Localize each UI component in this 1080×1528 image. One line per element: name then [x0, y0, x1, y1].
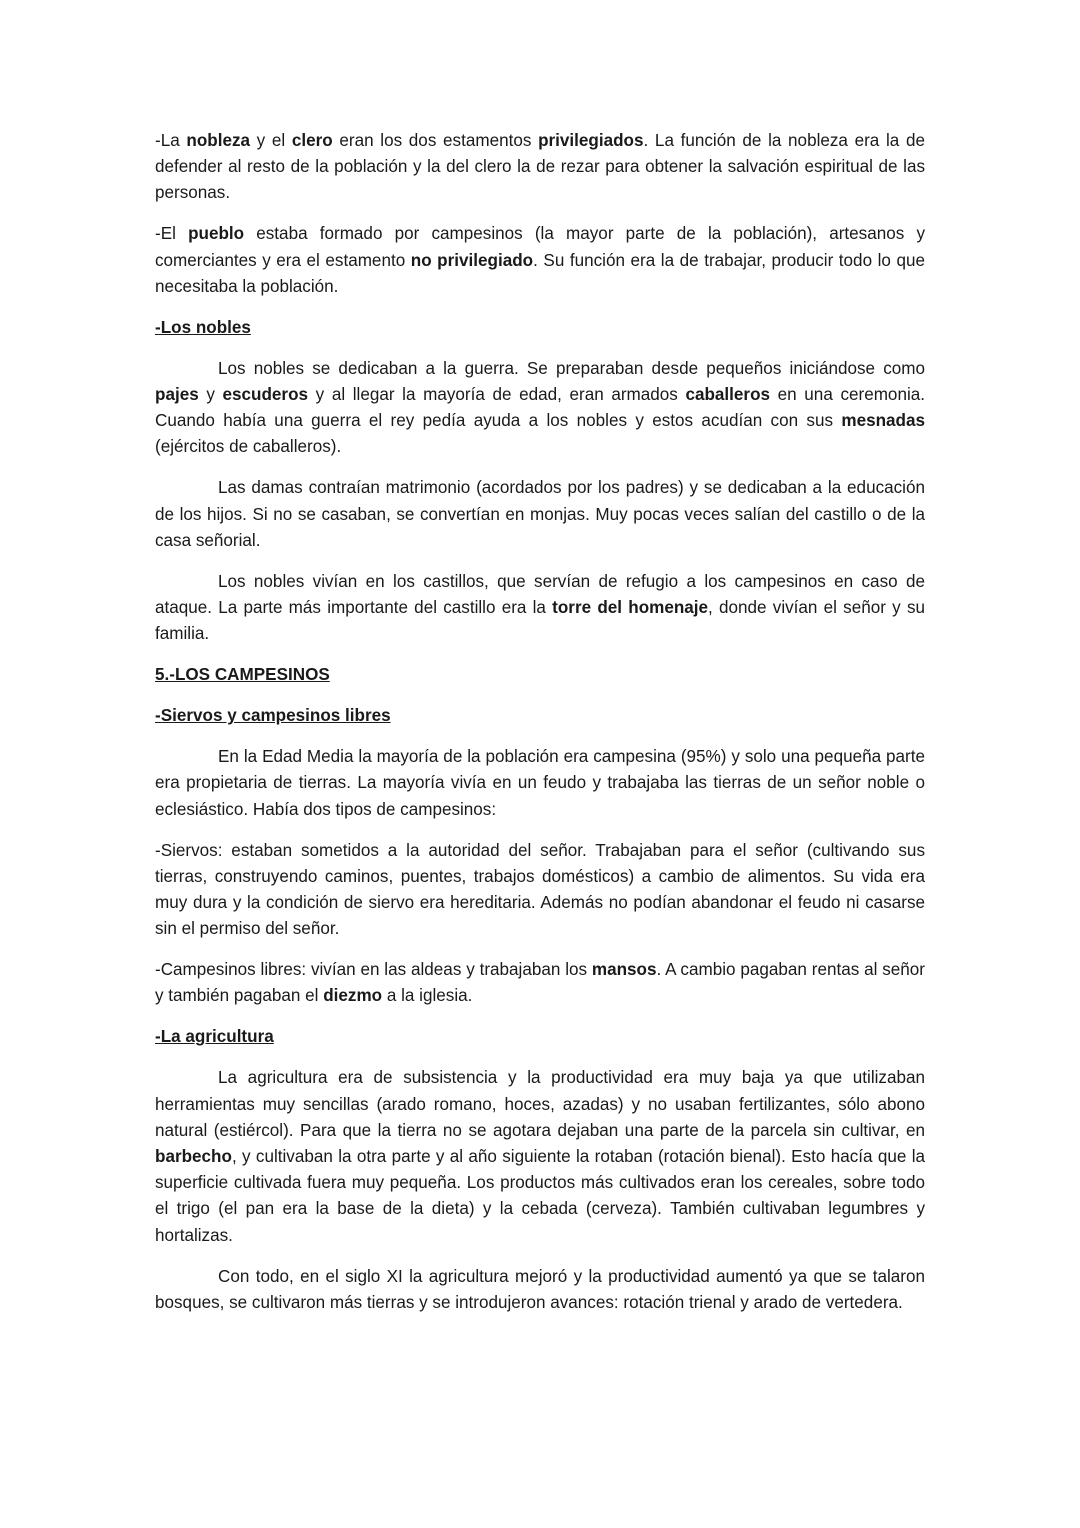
paragraph-damas: [155, 475, 925, 554]
text-run: -Los nobles: [155, 317, 251, 337]
text-run: y: [198, 385, 223, 405]
paragraph-pueblo: [155, 221, 925, 300]
text-run: -Siervos: estaban sometidos a la autoridad del señor. Trabajaban para el señor (cultivando sus tierras, construyendo caminos, puentes, trabajos domésticos) a cambio de alimentos. Su vida era muy dura y la condición de siervo era hereditaria. Además no podían abandonar el feudo ni casarse sin el permiso del señor.: [155, 840, 925, 939]
paragraph-nobles-guerra: [155, 356, 925, 461]
text-run: , y cultivaban la otra parte y al año siguiente la rotaban (rotación bienal). Esto hacía que la superficie cultivada fuera muy pequeña. Los productos más cultivados eran los cereales, sobre todo el trigo (el pan era la base de la dieta) y la cebada (cerveza). También cultivaban legumbres y hortalizas.: [155, 1147, 925, 1245]
text-run: y el: [250, 131, 292, 150]
text-run: -La agricultura: [155, 1027, 274, 1047]
section-heading-los-campesinos: [155, 662, 925, 688]
text-run: Los nobles vivían en los castillos, que servían de refugio a los campesinos en caso de ataque. La parte más importante del castillo era la: [155, 571, 925, 618]
text-run: En la Edad Media la mayoría de la población era campesina (95%) y solo una pequeña parte era propietaria de tierras. La mayoría vivía en un feudo y trabajaba las tierras de un señor noble o eclesiástico. Había dos tipos de campesinos:: [155, 747, 925, 819]
text-run: . Su función era la de trabajar, producir todo lo que necesitaba la población.: [155, 250, 925, 296]
section-heading-agricultura: [155, 1024, 925, 1050]
bold-term: mansos: [591, 960, 657, 980]
text-run: Con todo, en el siglo XI la agricultura mejoró y la productividad aumentó ya que se talaron bosques, se cultivaron más tierras y se introdujeron avances: rotación trienal y arado de vertedera.: [155, 1266, 925, 1312]
text-run: Los nobles se dedicaban a la guerra. Se preparaban desde pequeños iniciándose como: [218, 358, 925, 378]
bold-term: barbecho: [155, 1147, 232, 1167]
document-page: [155, 128, 925, 1331]
text-run: estaba formado por campesinos (la mayor parte de la población), artesanos y comerciantes y era el estamento: [155, 224, 926, 270]
text-run: La agricultura era de subsistencia y la productividad era muy baja ya que utilizaban herramientas muy sencillas (arado romano, hoces, azadas) y no usaban fertilizantes, sólo abono natural (estiércol). Para que la tierra no se agotara dejaban una parte de la parcela sin cultivar, en: [155, 1068, 925, 1140]
section-heading-los-nobles: [155, 315, 925, 341]
bold-term: diezmo: [323, 986, 383, 1006]
text-run: 5.-LOS CAMPESINOS: [155, 665, 330, 685]
bold-term: escuderos: [222, 385, 309, 405]
text-run: . La función de la nobleza era la de defender al resto de la población y la del clero la de rezar para obtener la salvación espiritual de las personas.: [155, 131, 925, 203]
text-run: -Campesinos libres: vivían en las aldeas y trabajaban los: [155, 960, 592, 980]
bold-term: torre del homenaje: [552, 598, 709, 618]
text-run: -La: [155, 131, 187, 150]
bold-term: nobleza: [186, 131, 251, 150]
text-run: y al llegar la mayoría de edad, eran armados: [308, 385, 686, 405]
bold-term: pajes: [155, 385, 199, 405]
bold-term: no privilegiado: [410, 250, 534, 270]
text-run: , donde vivían el señor y su familia.: [155, 598, 925, 644]
paragraph-siglo-xi: [155, 1264, 925, 1316]
section-heading-siervos-libres: [155, 703, 925, 729]
text-run: en una ceremonia. Cuando había una guerra el rey pedía ayuda a los nobles y estos acudían con sus: [155, 385, 926, 431]
text-run: . A cambio pagaban rentas al señor y también pagaban el: [155, 960, 925, 1006]
paragraph-castillos: [155, 569, 925, 648]
text-run: eran los dos estamentos: [332, 131, 539, 150]
paragraph-agricultura: [155, 1065, 925, 1248]
paragraph-campesinos-libres: [155, 957, 925, 1009]
bold-term: privilegiados: [538, 131, 644, 150]
text-run: -Siervos y campesinos libres: [155, 706, 391, 726]
paragraph-estamentos-privilegiados: [155, 128, 925, 207]
bold-term: clero: [291, 131, 333, 150]
bold-term: caballeros: [685, 385, 771, 405]
text-run: -El: [155, 224, 189, 244]
bold-term: pueblo: [188, 224, 245, 244]
bold-term: mesnadas: [841, 411, 925, 431]
text-run: a la iglesia.: [382, 986, 473, 1006]
text-run: Las damas contraían matrimonio (acordados por los padres) y se dedicaban a la educación de los hijos. Si no se casaban, se convertían en monjas. Muy pocas veces salían del castillo o de la casa señorial.: [155, 478, 925, 550]
paragraph-siervos: [155, 838, 925, 943]
text-run: (ejércitos de caballeros).: [155, 437, 342, 457]
paragraph-edad-media: [155, 744, 925, 823]
